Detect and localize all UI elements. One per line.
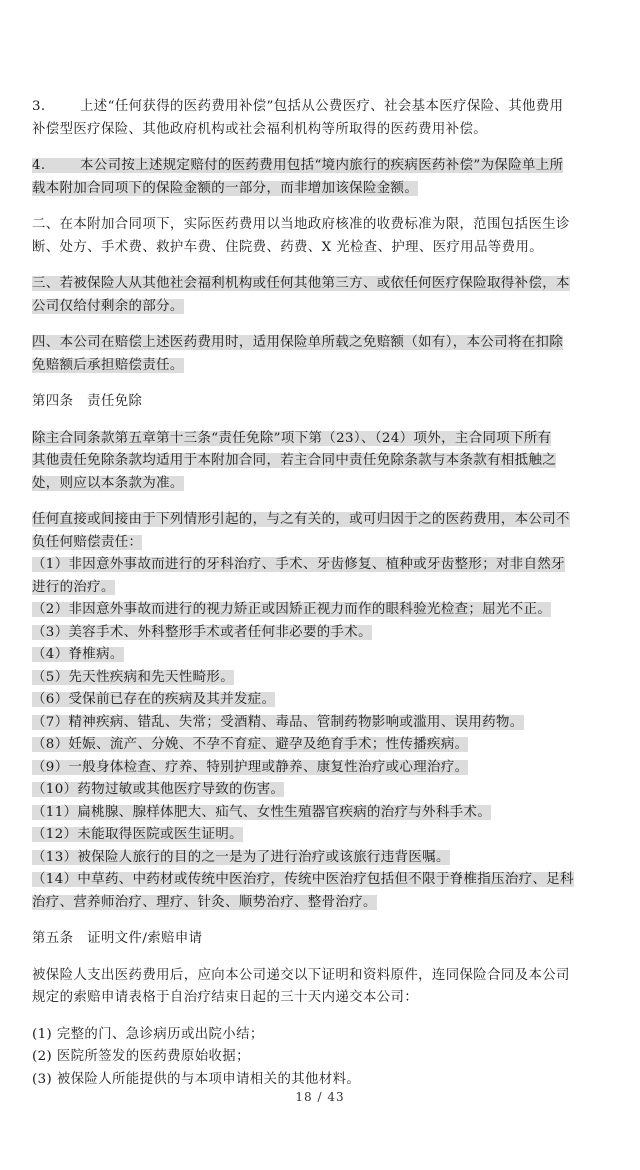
exclusion-item: （13）被保险人旅行的目的之一是为了进行治疗或该旅行违背医嘱。 (32, 849, 450, 865)
exclusion-item: （2）非因意外事故而进行的视力矫正或因矫正视力而作的眼科验光检查；屈光不正。 (32, 602, 552, 617)
intro-text-line: 被保险人支出医药费用后，应向本公司递交以下证明和资料原件，连同保险合同及本公司 (32, 967, 570, 983)
exclusion-item: （12）未能取得医院或医生证明。 (32, 827, 243, 842)
clause-text-line: 本公司按上述规定赔付的医药费用包括“境内旅行的疾病医药补偿”为保险单上所 (80, 158, 564, 173)
intro-text-line: 处，则应以本条款为准。 (32, 475, 184, 491)
intro-text-line: 其他责任免除条款均适用于本附加合同，若主合同中责任免除条款与本条款有相抵触之 (32, 453, 557, 468)
section-text-line: 三、若被保险人从其他社会福利机构或任何其他第三方、或依任何医疗保险取得补偿，本 (32, 276, 570, 291)
claim-document-item: (2) 医院所签发的医药费原始收据； (32, 1049, 250, 1064)
exclusion-list (32, 509, 612, 914)
article-4-intro (32, 428, 612, 496)
exclusion-item: （11）扁桃腺、腺样体肥大、疝气、女性生殖器官疾病的治疗与外科手术。 (32, 804, 492, 820)
intro-text-line: 规定的索赔申请表格于自治疗结束日起的三十天内递交本公司： (32, 990, 419, 1005)
exclusion-lead-line: 负任何赔偿责任： (32, 534, 143, 550)
article-4-heading: 第四条 责任免除 (32, 394, 143, 409)
exclusion-item: 治疗、营养师治疗、理疗、针灸、顺势治疗、整骨治疗。 (32, 894, 377, 910)
section-four (32, 332, 612, 377)
clause-text-line: 上述“任何获得的医药费用补偿”包括从公费医疗、社会基本医疗保险、其他费用 (80, 99, 564, 114)
claim-document-item: (1) 完整的门、急诊病历或出院小结； (32, 1026, 264, 1042)
section-text-line: 免赔额后承担赔偿责任。 (32, 357, 184, 373)
clause-number: 4. (32, 158, 46, 173)
exclusion-item: （7）精神疾病、错乱、失常；受酒精、毒品、管制药物影响或滥用、误用药物。 (32, 714, 524, 730)
exclusion-item: （10）药物过敏或其他医疗导致的伤害。 (32, 782, 285, 797)
section-three (32, 273, 612, 318)
exclusion-item: （3）美容手术、外科整形手术或者任何非必要的手术。 (32, 624, 372, 640)
clause-text-line: 补偿型医疗保险、其他政府机构或社会福利机构等所取得的医药费用补偿。 (32, 121, 488, 137)
claim-document-item: (3) 被保险人所能提供的与本项申请相关的其他材料。 (32, 1071, 361, 1087)
section-text-line: 公司仅给付剩余的部分。 (32, 298, 184, 314)
exclusion-item: 进行的治疗。 (32, 579, 115, 595)
article-5-intro (32, 965, 612, 1010)
clause-text-line: 载本附加合同项下的保险金额的一部分，而非增加该保险金额。 (32, 180, 419, 196)
exclusion-item: （6）受保前已存在的疾病及其并发症。 (32, 692, 276, 707)
exclusion-item: （5）先天性疾病和先天性畸形。 (32, 669, 234, 685)
clause-4 (32, 155, 612, 200)
section-text-line: 四、本公司在赔偿上述医药费用时，适用保险单所载之免赔额（如有），本公司将在扣除 (32, 335, 564, 350)
exclusion-lead-line: 任何直接或间接由于下列情形引起的，与之有关的，或可归因于之的医药费用，本公司不 (32, 512, 570, 527)
claim-documents-list (32, 1024, 612, 1092)
section-text-line: 断、处方、手术费、救护车费、住院费、药费、X 光检查、护理、医疗用品等费用。 (32, 239, 544, 255)
clause-number: 3. (32, 99, 46, 114)
document-body (32, 96, 612, 1091)
exclusion-item: （1）非因意外事故而进行的牙科治疗、手术、牙齿修复、植种或牙齿整形；对非自然牙 (32, 557, 565, 572)
article-5-heading: 第五条 证明文件/索赔申请 (32, 931, 203, 946)
exclusion-item: （8）妊娠、流产、分娩、不孕不育症、避孕及绝育手术；性传播疾病。 (32, 737, 469, 752)
intro-text-line: 除主合同条款第五章第十三条“责任免除”项下第（23）、（24）项外，主合同项下所有 (32, 430, 552, 446)
section-two (32, 214, 612, 259)
exclusion-item: （4）脊椎病。 (32, 647, 124, 662)
page-number: 18 / 43 (295, 1090, 345, 1104)
section-text-line: 二、在本附加合同项下，实际医药费用以当地政府核准的收费标准为限，范围包括医生诊 (32, 217, 570, 232)
clause-3 (32, 96, 612, 141)
exclusion-item: （9）一般身体检查、疗养、特别护理或静养、康复性治疗或心理治疗。 (32, 759, 469, 775)
exclusion-item: （14）中草药、中药材或传统中医治疗，传统中医治疗包括但不限于脊椎指压治疗、足科 (32, 872, 574, 887)
